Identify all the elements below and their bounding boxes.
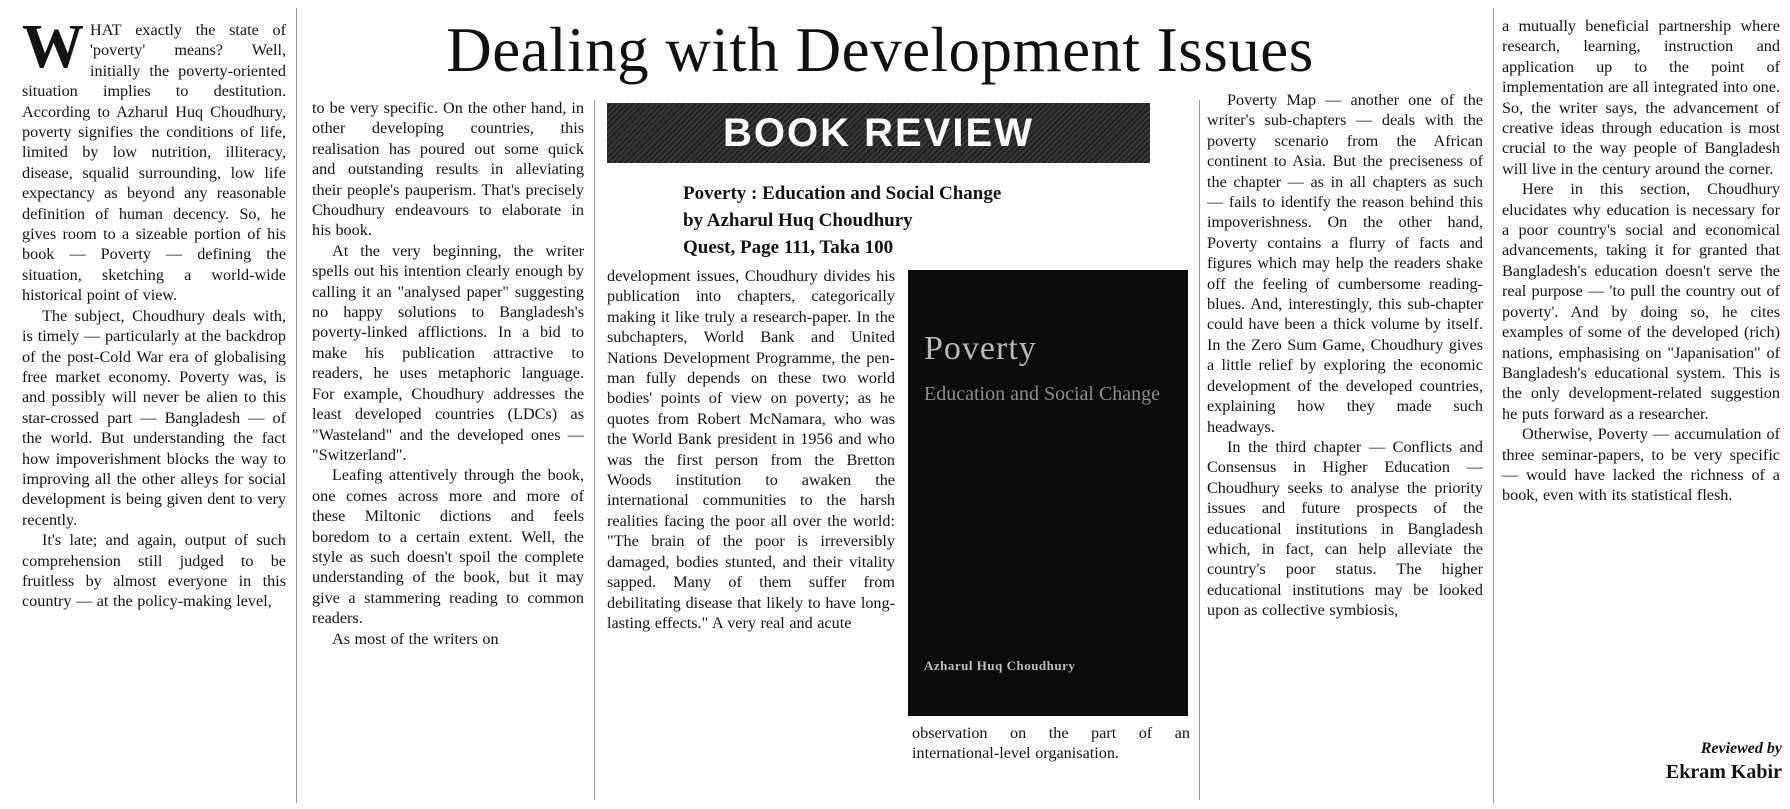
column-3-paragraph-1: development issues, Choudhury divides his publication into chapters, categorically making it like truly a research-paper. In the subchapters, World Bank and United Nations Development Programme, the pen-man fully depends on these two world bodies' points of view on poverty; as he quotes from Robert McNamara, who was the World Bank president in 1956 and who was the first person from the Bretton Woods institution to awaken the international communities to the harsh realities facing the poor all over the world: "The brain of the poor is irreversibly damaged, bodies stunted, and their vitality sapped. Many of them suffer from debilitating disease that likely to have long-lasting effects." A very real and acute [607, 267, 895, 632]
column-1-paragraph-3: It's late; and again, output of such comprehension still judged to be fruitless by almost everyone in this country — at the policy-making level, [22, 531, 286, 611]
column-2-paragraph-1: to be very specific. On the other hand, in other developing countries, this realisation has poured out some quick and outstanding results in alleviating their people's pauperism. That's precisely Choudhury endeavours to elaborate in his book. [312, 99, 584, 240]
book-author-line: by Azharul Huq Choudhury [683, 210, 913, 231]
column-divider [1493, 8, 1494, 803]
column-5-paragraph-2: Here in this section, Choudhury elucidates why education is necessary for a poor country's social and economical advancements, taking it for granted that Bangladesh's education doesn't serve the real purpose — 'to pull the country out of poverty'. And by doing so, he cites examples of some of the developed (rich) nations, emphasising on "Japanisation" of Bangladesh's educational system. This is the only development-related suggestion he puts forward as a researcher. [1502, 180, 1780, 423]
book-details [683, 180, 1143, 261]
column-2-paragraph-2: At the very beginning, the writer spells out his intention clearly enough by calling it an "analysed paper" suggesting no happy solutions to Bangladesh's poverty-linked afflictions. In a bid to make his publication attractive to readers, he uses metaphoric language. For example, Choudhury addresses the least developed countries (LDCs) as "Wasteland" and the developed ones — "Switzerland". [312, 241, 584, 464]
article-column-3b [912, 723, 1190, 764]
banner-label: BOOK REVIEW [723, 110, 1034, 155]
column-3b-paragraph-1: observation on the part of an international-level organisation. [912, 724, 1190, 763]
article-column-3 [607, 266, 895, 633]
article-column-4 [1207, 90, 1483, 621]
column-divider [296, 8, 297, 803]
cover-author: Azharul Huq Choudhury [924, 658, 1076, 673]
article-column-1 [22, 13, 286, 612]
lead-in: HAT [90, 21, 122, 39]
column-1-paragraph-2: The subject, Choudhury deals with, is timely — particularly at the backdrop of the post-Cold War era of globalising free market economy. Poverty was, is and possibly will never be alien to this star-crossed part — Bangladesh — of the world. But understanding the fact how impoverishment blocks the way to improving all the other alleys for social development is being given dent to very recently. [22, 306, 286, 529]
drop-cap: W [22, 13, 84, 81]
article-column-5 [1502, 16, 1780, 506]
cover-subtitle: Education and Social Change [924, 383, 1161, 405]
cover-title: Poverty [924, 330, 1037, 367]
book-publisher-line: Quest, Page 111, Taka 100 [683, 237, 894, 258]
column-4-paragraph-2: In the third chapter — Conflicts and Consensus in Higher Education — Choudhury seeks to analyse the priority issues and future prospects of the educational institutions in Bangladesh which, in fact, can help alleviate the country's poor status. The higher educational institutions may be looked upon as collective symbiosis, [1207, 437, 1483, 620]
column-5-paragraph-1: a mutually beneficial partnership where research, learning, instruction and application up to the point of implementation are all integrated into one. So, the writer says, the advancement of creative ideas through education is most crucial to the way people of Bangladesh will live in the century around the corner. [1502, 17, 1780, 178]
byline-label: Reviewed by [1700, 740, 1782, 757]
book-title-line: Poverty : Education and Social Change [683, 183, 1002, 204]
article-column-2 [312, 98, 584, 649]
column-2-paragraph-4: As most of the writers on [332, 629, 499, 648]
column-divider [594, 100, 595, 800]
column-5-paragraph-3: Otherwise, Poverty — accumulation of three seminar-papers, to be very specific — would have lacked the richness of a book, even with its statistical flesh. [1502, 425, 1780, 505]
article-headline: Dealing with Development Issues [446, 15, 1314, 85]
review-byline [1600, 740, 1782, 786]
byline-name: Ekram Kabir [1665, 761, 1782, 783]
column-4-paragraph-1: Poverty Map — another one of the writer's sub-chapters — deals with the poverty scenario from the African continent to Asia. But the preciseness of the chapter — as in all chapters as such — fails to identify the reason behind this impoverishness. On the other hand, Poverty contains a flurry of facts and figures which may help the readers shake off the feeling of cumbersome reading-blues. And, interestingly, this sub-chapter could have been a thick volume by itself. In the Zero Sum Game, Choudhury gives a little relief by exploring the economic development of the developed countries, explaining how they made such headways. [1207, 91, 1483, 436]
paragraph-text: exactly the state of 'poverty' means? Well, initially the poverty-oriented situation implies to destitution. According to Azharul Huq Choudhury, poverty signifies the conditions of life, limited by low nutrition, illiteracy, disease, squalid surrounding, low life expectancy as beyond any reasonable definition of human decency. So, he gives room to a sizeable portion of his book — Poverty — defining the situation, sketching a world-wide historical point of view. [22, 21, 286, 305]
book-cover-image [908, 270, 1188, 716]
column-2-paragraph-3: Leafing attentively through the book, one comes across more and more of these Miltonic dictions and feels boredom to a certain extent. Well, the style as such doesn't spoil the complete understanding of the book, but it may give a stammering reading to common readers. [312, 466, 584, 628]
book-review-banner [607, 103, 1150, 163]
column-divider [1199, 100, 1200, 800]
